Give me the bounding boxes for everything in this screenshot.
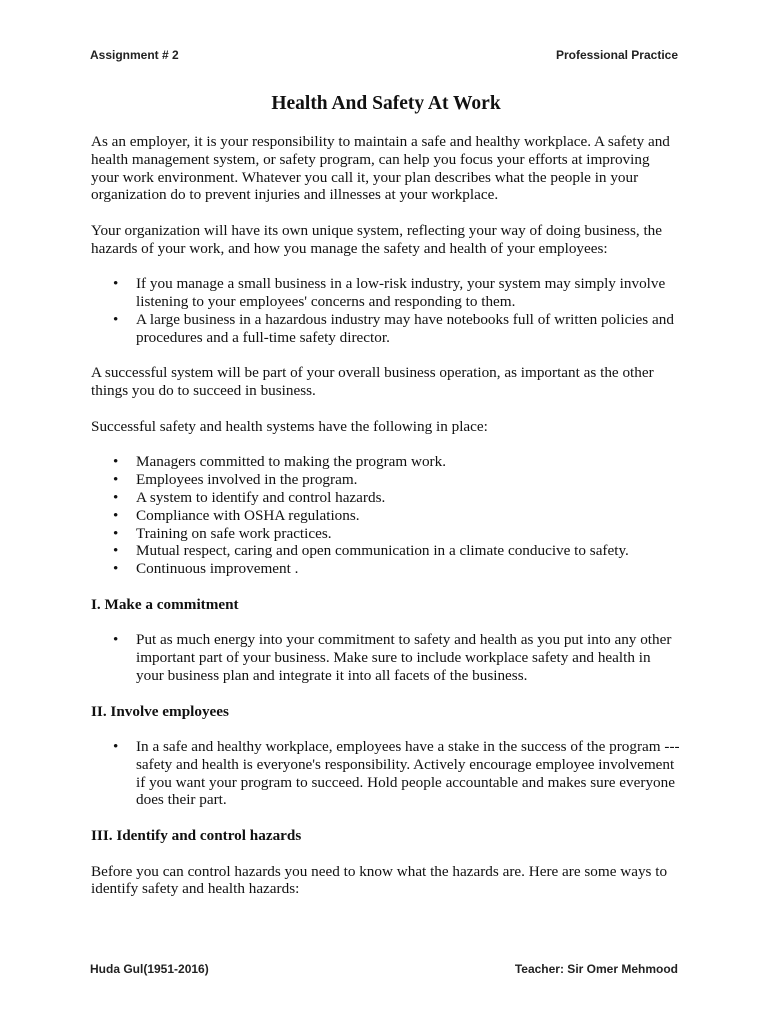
section-heading-involve-employees: II. Involve employees (91, 702, 229, 720)
section-heading-commitment: I. Make a commitment (91, 595, 239, 613)
section-heading-hazards: III. Identify and control hazards (91, 827, 302, 845)
list-item: • Put as much energy into your commitment to safety and health as you put into any other important part of your business. Make sure to include workplace safety and health in your business plan and integrate it into all facets of the business. (91, 631, 681, 684)
list-item: • Managers committed to making the program work. (91, 453, 681, 471)
successful-system-paragraph: A successful system will be part of your overall business operation, as important as the other things you do to succeed in business. (91, 364, 654, 400)
intro-paragraph-1: As an employer, it is your responsibility to maintain a safe and healthy workplace. A safety and health management system, or safety program, can help you focus your efforts at improving your work environment. Whatever you call it, your plan describes what the people in your organization do to prevent injuries and illnesses at your workplace. (91, 133, 670, 204)
systems-in-place-list (91, 453, 681, 578)
list-item: • Continuous improvement . (91, 560, 681, 578)
footer-author: Huda Gul(1951-2016) (90, 962, 209, 976)
intro-paragraph-2: Your organization will have its own unique system, reflecting your way of doing business, the hazards of your work, and how you manage the safety and health of your employees: (91, 221, 662, 257)
list-item: • If you manage a small business in a low-risk industry, your system may simply involve listening to your employees' concerns and responding to them. (91, 275, 681, 311)
list-item: • Mutual respect, caring and open communication in a climate conducive to safety. (91, 542, 681, 560)
document-body (91, 92, 681, 916)
hazards-paragraph: Before you can control hazards you need to know what the hazards are. Here are some ways to identify safety and health hazards: (91, 862, 668, 898)
list-item: • Employees involved in the program. (91, 471, 681, 489)
list-item: • Compliance with OSHA regulations. (91, 507, 681, 525)
list-item: • A large business in a hazardous industry may have notebooks full of written policies and procedures and a full-time safety director. (91, 311, 681, 347)
page-title: Health And Safety At Work (271, 93, 501, 114)
footer-teacher: Teacher: Sir Omer Mehmood (514, 962, 678, 976)
list-item: • A system to identify and control hazards. (91, 489, 681, 507)
commitment-list (91, 631, 681, 684)
systems-in-place-paragraph: Successful safety and health systems have the following in place: (91, 417, 488, 435)
list-item: • Training on safe work practices. (91, 525, 681, 543)
header-assignment: Assignment # 2 (90, 48, 179, 62)
list-item: • In a safe and healthy workplace, employees have a stake in the success of the program --- safety and health is everyone's responsibility. Actively encourage employee involvement if you want your program to succeed. Hold people accountable and makes sure everyone does their part. (91, 738, 681, 809)
header-course: Professional Practice (555, 48, 678, 62)
involve-employees-list (91, 738, 681, 809)
business-size-list (91, 275, 681, 346)
